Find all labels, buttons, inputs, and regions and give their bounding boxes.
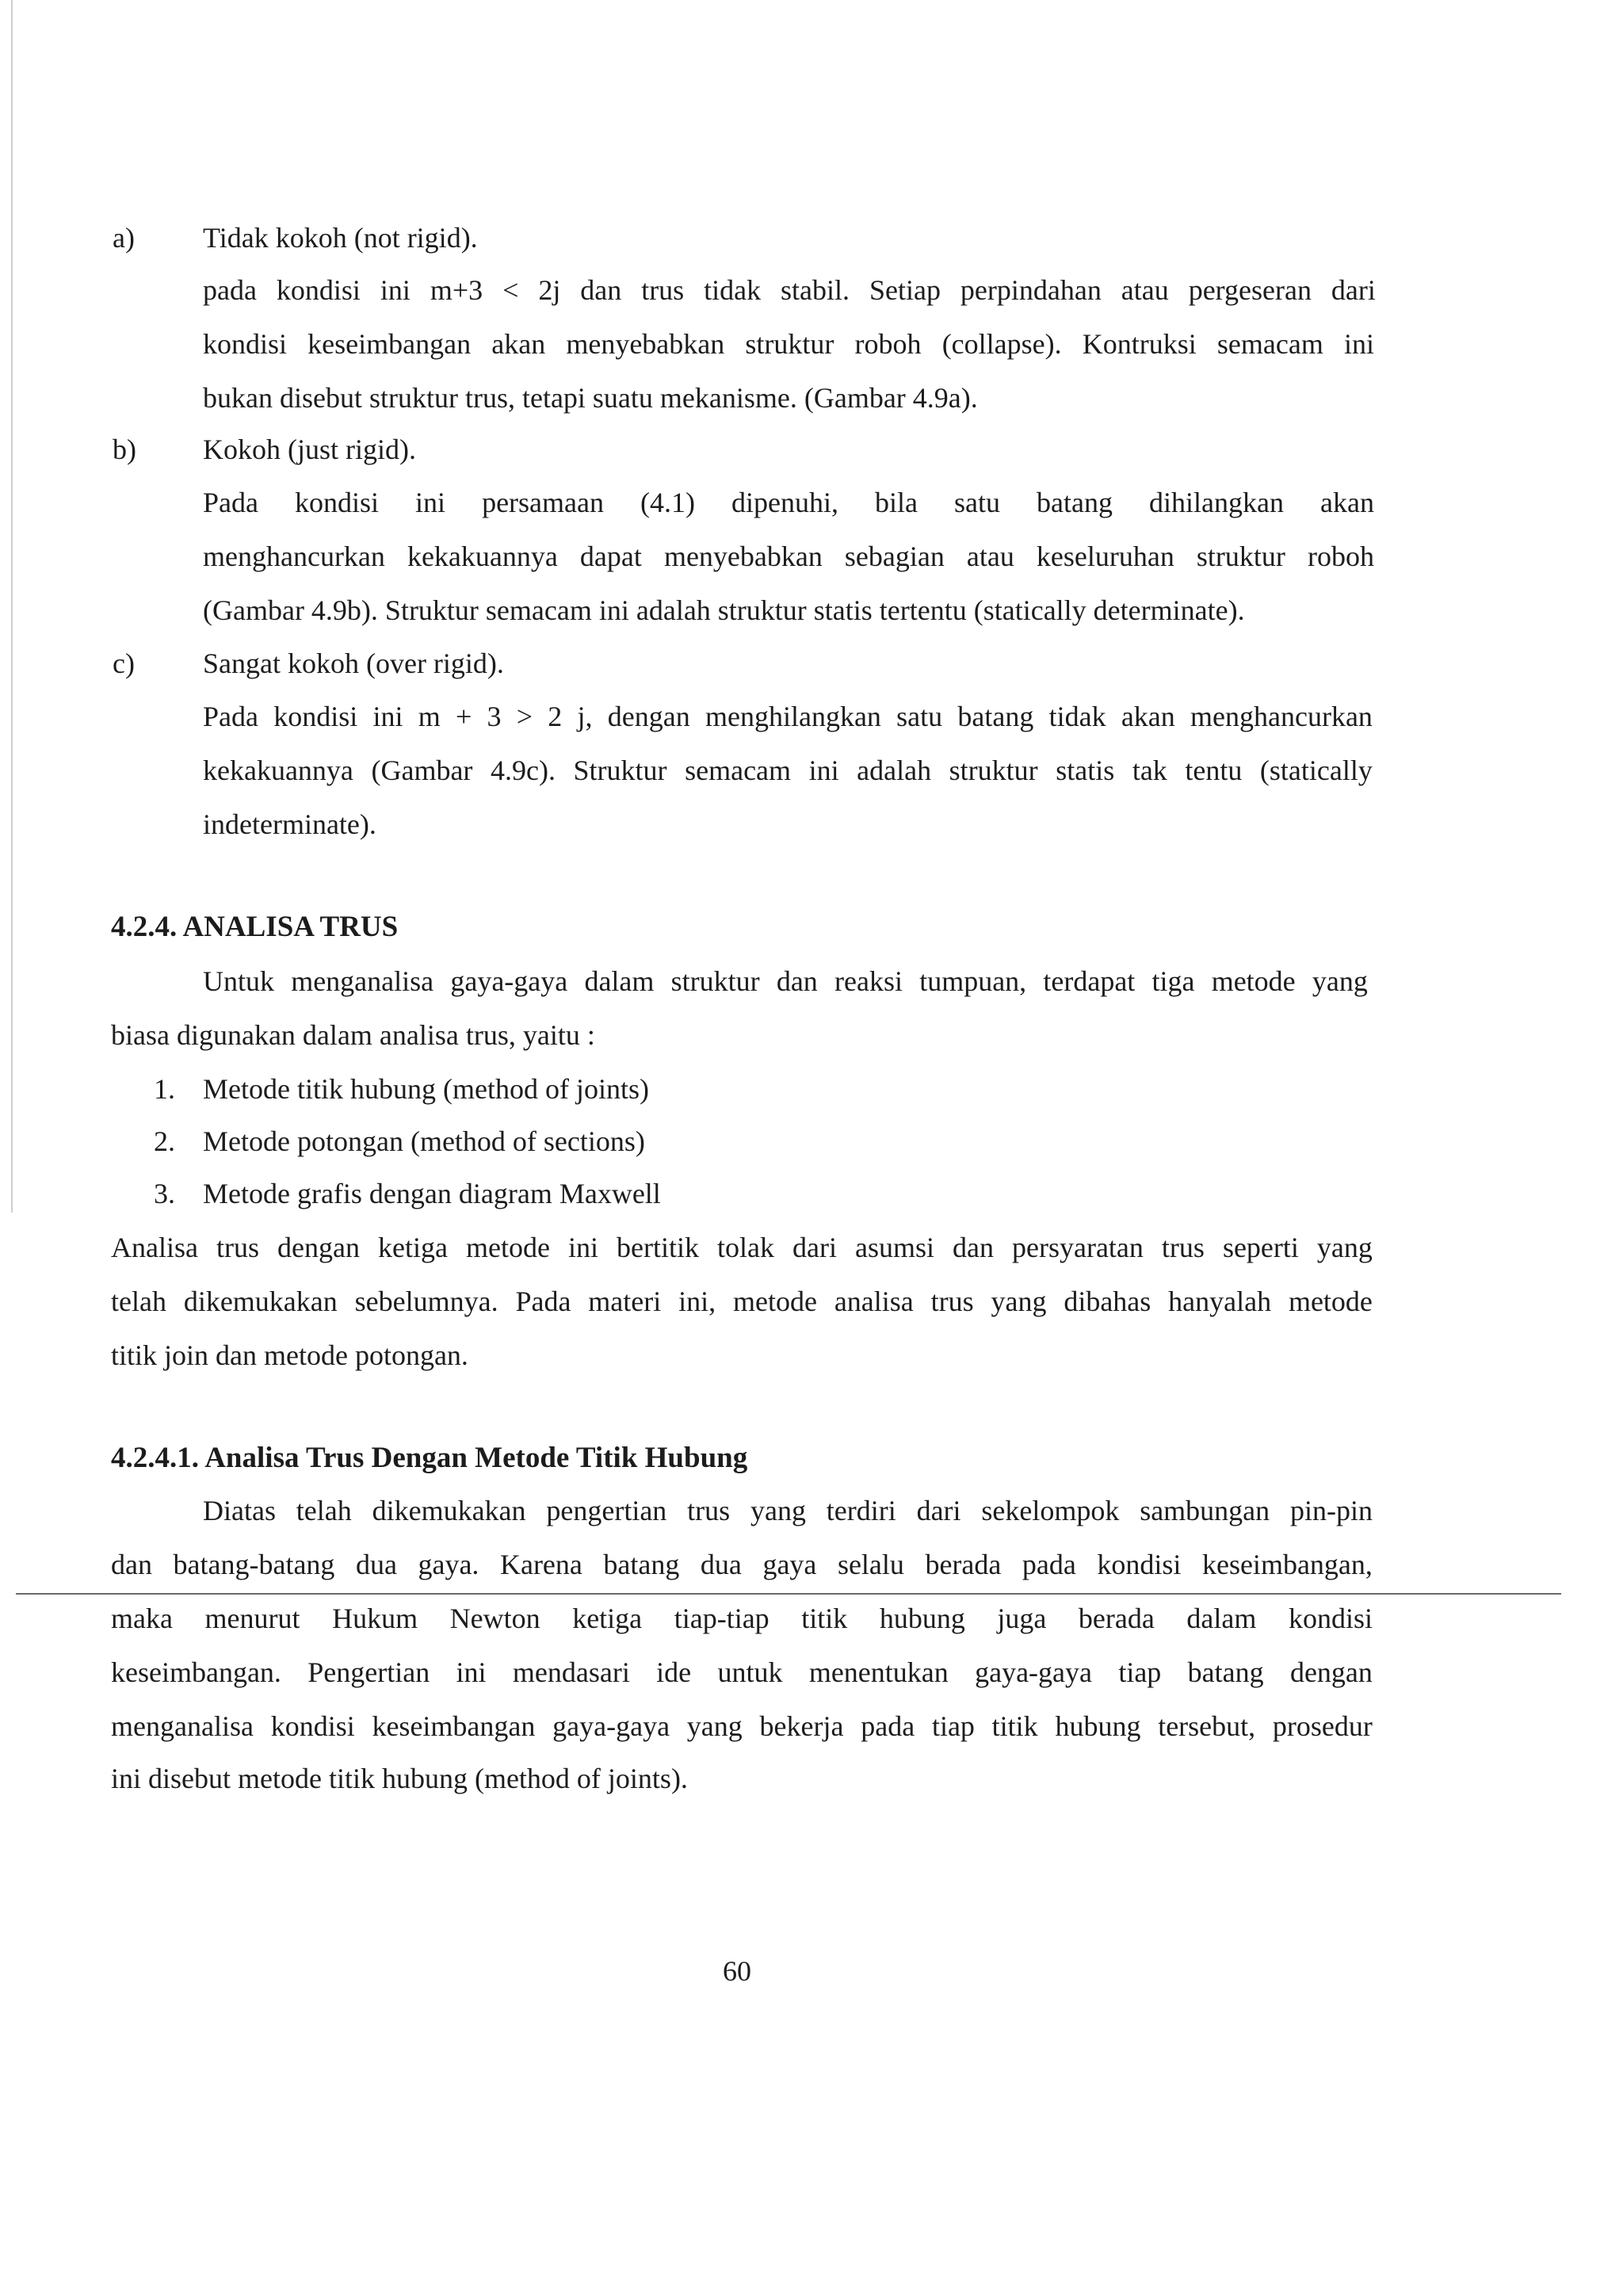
section-heading-424: 4.2.4. ANALISA TRUS <box>111 911 399 943</box>
word: dua <box>700 1549 742 1580</box>
word: < <box>502 274 519 306</box>
list-item-b-line-2 <box>203 539 1374 574</box>
list-item-a-line-2 <box>203 327 1374 361</box>
word: persamaan <box>482 487 604 518</box>
word: sekelompok <box>981 1495 1120 1526</box>
word: pengertian <box>546 1495 667 1526</box>
word: untuk <box>717 1656 783 1688</box>
list-item-title-a: Tidak kokoh (not rigid). <box>203 222 478 254</box>
page-number: 60 <box>723 1955 751 1987</box>
word: Pada <box>203 701 258 732</box>
word: materi <box>588 1286 662 1317</box>
word: pada <box>203 274 257 306</box>
word: terdiri <box>826 1495 896 1526</box>
word: pin-pin <box>1289 1495 1373 1526</box>
word: dipenuhi, <box>731 487 838 518</box>
word: menurut <box>204 1603 300 1634</box>
word: tiga <box>1151 965 1195 997</box>
word: batang-batang <box>173 1549 335 1580</box>
word: titik <box>991 1710 1038 1742</box>
word: terdapat <box>1043 965 1136 997</box>
word: maka <box>111 1603 173 1634</box>
word: struktur <box>670 965 760 997</box>
section-4241-line-1 <box>203 1493 1373 1528</box>
word: dengan <box>607 701 690 732</box>
word: mendasari <box>512 1656 630 1688</box>
word: semacam <box>685 755 792 786</box>
scan-edge-line <box>11 0 13 1213</box>
section-424-after-line-1 <box>111 1230 1373 1265</box>
word: tolak <box>716 1232 774 1263</box>
word: tumpuan, <box>919 965 1027 997</box>
word: dari <box>916 1495 961 1526</box>
word: atau <box>966 541 1014 572</box>
section-4241-line-5 <box>111 1709 1373 1744</box>
list-item-b-line-3: (Gambar 4.9b). Struktur semacam ini adalah struktur statis tertentu (statically determinate). <box>203 594 1245 626</box>
word: gaya-gaya <box>552 1710 670 1742</box>
section-424-after-line-3: titik join dan metode potongan. <box>111 1339 468 1371</box>
word: analisa <box>834 1286 914 1317</box>
method-item-1: Metode titik hubung (method of joints) <box>203 1073 649 1105</box>
word: gaya-gaya <box>975 1656 1092 1688</box>
word: + <box>455 701 472 732</box>
word: reaksi <box>834 965 903 997</box>
word: (4.1) <box>640 487 695 518</box>
word: yang <box>750 1495 806 1526</box>
list-item-c-line-2 <box>203 753 1373 788</box>
word: Pada <box>515 1286 571 1317</box>
word: kondisi <box>295 487 380 518</box>
word: menganalisa <box>291 965 434 997</box>
word: keseimbangan. <box>111 1656 281 1688</box>
list-item-c-line-3: indeterminate). <box>203 808 376 840</box>
word: yang <box>1312 965 1368 997</box>
word: kondisi <box>1097 1549 1182 1580</box>
word: dari <box>792 1232 837 1263</box>
word: Diatas <box>203 1495 276 1526</box>
word: roboh <box>854 328 922 360</box>
word: tiap-tiap <box>674 1603 769 1634</box>
word: hubung <box>879 1603 965 1634</box>
word: > <box>516 701 533 732</box>
word: Kontruksi <box>1082 328 1197 360</box>
section-4241-line-6: ini disebut metode titik hubung (method of joints). <box>111 1763 688 1794</box>
word: m+3 <box>430 274 483 306</box>
word: 3 <box>487 701 502 732</box>
word: menghancurkan <box>1190 701 1373 732</box>
word: (collapse). <box>941 328 1062 360</box>
word: dengan <box>1289 1656 1373 1688</box>
word: trus <box>216 1232 259 1263</box>
list-item-title-c: Sangat kokoh (over rigid). <box>203 648 504 679</box>
word: trus <box>930 1286 974 1317</box>
word: semacam <box>1216 328 1323 360</box>
section-424-after-line-2 <box>111 1284 1373 1319</box>
word: trus <box>641 274 685 306</box>
word: j, <box>577 701 593 732</box>
word: menyebabkan <box>663 541 823 572</box>
word: dan <box>953 1232 994 1263</box>
word: hanyalah <box>1168 1286 1272 1317</box>
word: satu <box>954 487 1000 518</box>
list-item-c-line-1 <box>203 699 1373 734</box>
word: batang <box>603 1549 680 1580</box>
word: kondisi <box>1288 1603 1373 1634</box>
word: kekakuannya <box>203 755 353 786</box>
word: sebagian <box>844 541 945 572</box>
word: bila <box>875 487 918 518</box>
word: berada <box>925 1549 1002 1580</box>
word: 2j <box>538 274 561 306</box>
word: ini <box>1343 328 1374 360</box>
word: tidak <box>1048 701 1106 732</box>
word: sebelumnya. <box>354 1286 498 1317</box>
section-4241-line-4 <box>111 1655 1373 1690</box>
word: Struktur <box>573 755 667 786</box>
word: ide <box>656 1656 692 1688</box>
word: kekakuannya <box>407 541 558 572</box>
word: telah <box>296 1495 352 1526</box>
section-424-intro-line-1 <box>203 964 1368 999</box>
word: struktur <box>745 328 834 360</box>
word: ini <box>380 274 411 306</box>
word: Pengertian <box>307 1656 430 1688</box>
word: Untuk <box>203 965 274 997</box>
word: Pada <box>203 487 258 518</box>
word: bekerja <box>759 1710 844 1742</box>
word: 4.9c). <box>490 755 556 786</box>
word: kondisi <box>270 1710 355 1742</box>
section-4241-line-2 <box>111 1547 1373 1582</box>
word: dan <box>580 274 622 306</box>
word: hubung <box>1055 1710 1141 1742</box>
method-item-2: Metode potongan (method of sections) <box>203 1125 645 1157</box>
word: menentukan <box>808 1656 949 1688</box>
word: dan <box>776 965 818 997</box>
method-marker-2: 2. <box>154 1125 175 1157</box>
word: yang <box>686 1710 743 1742</box>
word: dua <box>355 1549 397 1580</box>
word: metode <box>732 1286 817 1317</box>
word: ini <box>567 1232 598 1263</box>
word: telah <box>111 1286 166 1317</box>
word: atau <box>1121 274 1169 306</box>
word: selalu <box>837 1549 904 1580</box>
word: gaya-gaya <box>450 965 568 997</box>
word: akan <box>1319 487 1374 518</box>
word: roboh <box>1307 541 1374 572</box>
word: pada <box>1022 1549 1076 1580</box>
word: gaya <box>762 1549 817 1580</box>
word: ketiga <box>572 1603 643 1634</box>
word: tiap <box>1118 1656 1162 1688</box>
list-marker-b: b) <box>113 434 136 465</box>
word: menganalisa <box>111 1710 254 1742</box>
word: gaya. <box>418 1549 479 1580</box>
word: seperti <box>1222 1232 1299 1263</box>
word: menyebabkan <box>566 328 725 360</box>
word: yang <box>1316 1232 1373 1263</box>
list-item-b-line-1 <box>203 485 1374 520</box>
word: kondisi <box>276 274 361 306</box>
word: dalam <box>1186 1603 1257 1634</box>
word: batang <box>1037 487 1113 518</box>
word: titik <box>801 1603 848 1634</box>
word: ini <box>808 755 839 786</box>
word: Newton <box>449 1603 540 1634</box>
word: perpindahan <box>960 274 1102 306</box>
word: asumsi <box>854 1232 934 1263</box>
word: kondisi <box>273 701 358 732</box>
word: metode <box>465 1232 550 1263</box>
word: ketiga <box>377 1232 448 1263</box>
word: tentu <box>1185 755 1243 786</box>
word: tersebut, <box>1158 1710 1256 1742</box>
word: dengan <box>277 1232 360 1263</box>
word: (statically <box>1259 755 1373 786</box>
word: struktur <box>949 755 1038 786</box>
word: metode <box>1288 1286 1373 1317</box>
word: tiap <box>931 1710 975 1742</box>
word: prosedur <box>1272 1710 1373 1742</box>
word: akan <box>1121 701 1175 732</box>
word: ini <box>372 701 403 732</box>
word: satu <box>896 701 943 732</box>
method-item-3: Metode grafis dengan diagram Maxwell <box>203 1178 661 1209</box>
word: keseimbangan, <box>1201 1549 1373 1580</box>
word: sambungan <box>1140 1495 1270 1526</box>
word: dan <box>111 1549 152 1580</box>
word: akan <box>491 328 546 360</box>
word: statis <box>1056 755 1115 786</box>
word: pergeseran <box>1188 274 1312 306</box>
word: berada <box>1078 1603 1155 1634</box>
word: keseimbangan <box>372 1710 536 1742</box>
list-marker-c: c) <box>113 648 135 679</box>
word: dapat <box>579 541 642 572</box>
word: pada <box>861 1710 915 1742</box>
word: trus <box>1161 1232 1205 1263</box>
method-marker-1: 1. <box>154 1073 175 1105</box>
word: keseimbangan <box>307 328 472 360</box>
word: tak <box>1132 755 1167 786</box>
horizontal-rule <box>16 1593 1561 1595</box>
word: batang <box>957 701 1034 732</box>
list-marker-a: a) <box>113 222 135 254</box>
word: dihilangkan <box>1149 487 1284 518</box>
word: Karena <box>499 1549 582 1580</box>
section-4241-line-3 <box>111 1601 1373 1636</box>
list-item-title-b: Kokoh (just rigid). <box>203 434 416 465</box>
word: ini, <box>678 1286 716 1317</box>
word: dikemukakan <box>372 1495 526 1526</box>
list-item-a-line-3: bukan disebut struktur trus, tetapi suatu mekanisme. (Gambar 4.9a). <box>203 382 978 414</box>
word: (Gambar <box>371 755 473 786</box>
word: yang <box>991 1286 1047 1317</box>
word: kondisi <box>203 328 288 360</box>
word: ini <box>415 487 446 518</box>
word: metode <box>1211 965 1296 997</box>
word: dikemukakan <box>183 1286 338 1317</box>
word: stabil. <box>781 274 850 306</box>
word: struktur <box>1196 541 1285 572</box>
section-424-intro-line-2: biasa digunakan dalam analisa trus, yaitu : <box>111 1019 595 1051</box>
word: juga <box>997 1603 1047 1634</box>
word: Setiap <box>869 274 941 306</box>
word: adalah <box>857 755 932 786</box>
word: dalam <box>584 965 655 997</box>
section-heading-4241: 4.2.4.1. Analisa Trus Dengan Metode Titik Hubung <box>111 1442 748 1474</box>
word: ini <box>456 1656 487 1688</box>
word: m <box>418 701 441 732</box>
word: batang <box>1187 1656 1264 1688</box>
word: menghancurkan <box>203 541 385 572</box>
word: trus <box>687 1495 731 1526</box>
word: dibahas <box>1064 1286 1151 1317</box>
word: dari <box>1331 274 1376 306</box>
word: 2 <box>548 701 563 732</box>
word: bertitik <box>616 1232 699 1263</box>
word: menghilangkan <box>705 701 881 732</box>
word: tidak <box>704 274 762 306</box>
word: Analisa <box>111 1232 198 1263</box>
list-item-a-line-1 <box>203 273 1376 308</box>
word: persyaratan <box>1012 1232 1144 1263</box>
word: keseluruhan <box>1036 541 1174 572</box>
method-marker-3: 3. <box>154 1178 175 1209</box>
word: Hukum <box>332 1603 418 1634</box>
